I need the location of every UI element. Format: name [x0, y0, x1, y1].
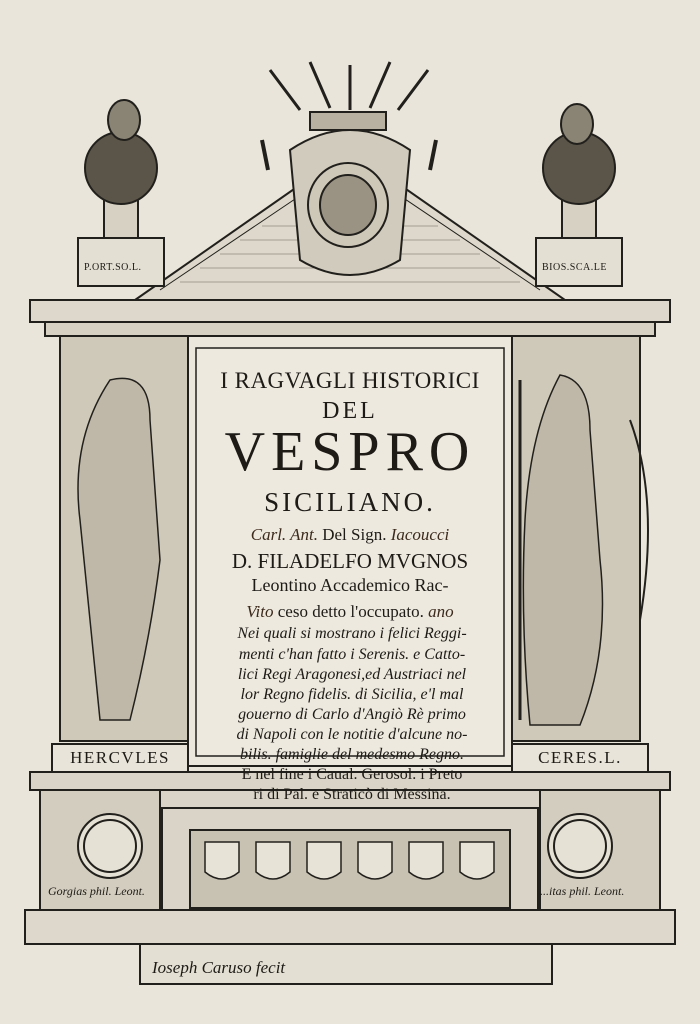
ceres-label: CERES.L. [538, 748, 622, 767]
description-line: bilis. famiglie del medesmo Regno. [240, 746, 464, 763]
description-line: ri di Pal. e Straticò di Messina. [253, 786, 451, 803]
engraver-signature: Ioseph Caruso fecit [152, 958, 286, 977]
description-line: lor Regno fidelis. di Sicilia, e'l mal [240, 686, 464, 703]
title-line-4: SICILIANO. [264, 487, 436, 517]
description-line: lici Regi Aragonesi,ed Austriaci nel [237, 666, 467, 683]
author-name: D. FILADELFO MVGNOS [231, 549, 469, 573]
handwritten-margin: Vito [246, 602, 274, 621]
description-line: menti c'han fatto i Serenis. e Catto- [238, 646, 466, 663]
description-line: Nei quali si mostrano i felici Reggi- [237, 625, 467, 642]
title-panel [205, 362, 495, 803]
ceso-text: ceso detto l'occupato. [277, 602, 424, 621]
left-bust-label: P.ORT.SO.L. [84, 262, 142, 273]
author-line-1 [209, 525, 491, 545]
title-line-1: I RAGVAGLI HISTORICI [220, 368, 480, 393]
description-line: gouerno di Carlo d'Angiò Rè primo [238, 706, 466, 723]
right-bust-label: BIOS.SCA.LE [542, 262, 607, 273]
del-sign: Del Sign. [322, 525, 387, 544]
handwritten-right: ano [428, 602, 454, 621]
handwritten-name: Iacoucci [390, 525, 450, 544]
description-line: di Napoli con le notitie d'alcune no- [236, 726, 468, 743]
left-medallion-label: Gorgias phil. Leont. [48, 884, 145, 898]
right-medallion-label: ...itas phil. Leont. [540, 884, 625, 898]
title-line-2: DEL [322, 398, 378, 424]
title-main: VESPRO [224, 421, 476, 483]
author-academic: Leontino Accademico Rac- [251, 575, 449, 595]
handwritten-prefix: Carl. Ant. [250, 525, 318, 544]
hercules-label: HERCVLES [70, 748, 170, 767]
author-ceso [209, 602, 491, 622]
description-line: E nel fine i Caual. Gerosol. i Preto [241, 766, 463, 783]
